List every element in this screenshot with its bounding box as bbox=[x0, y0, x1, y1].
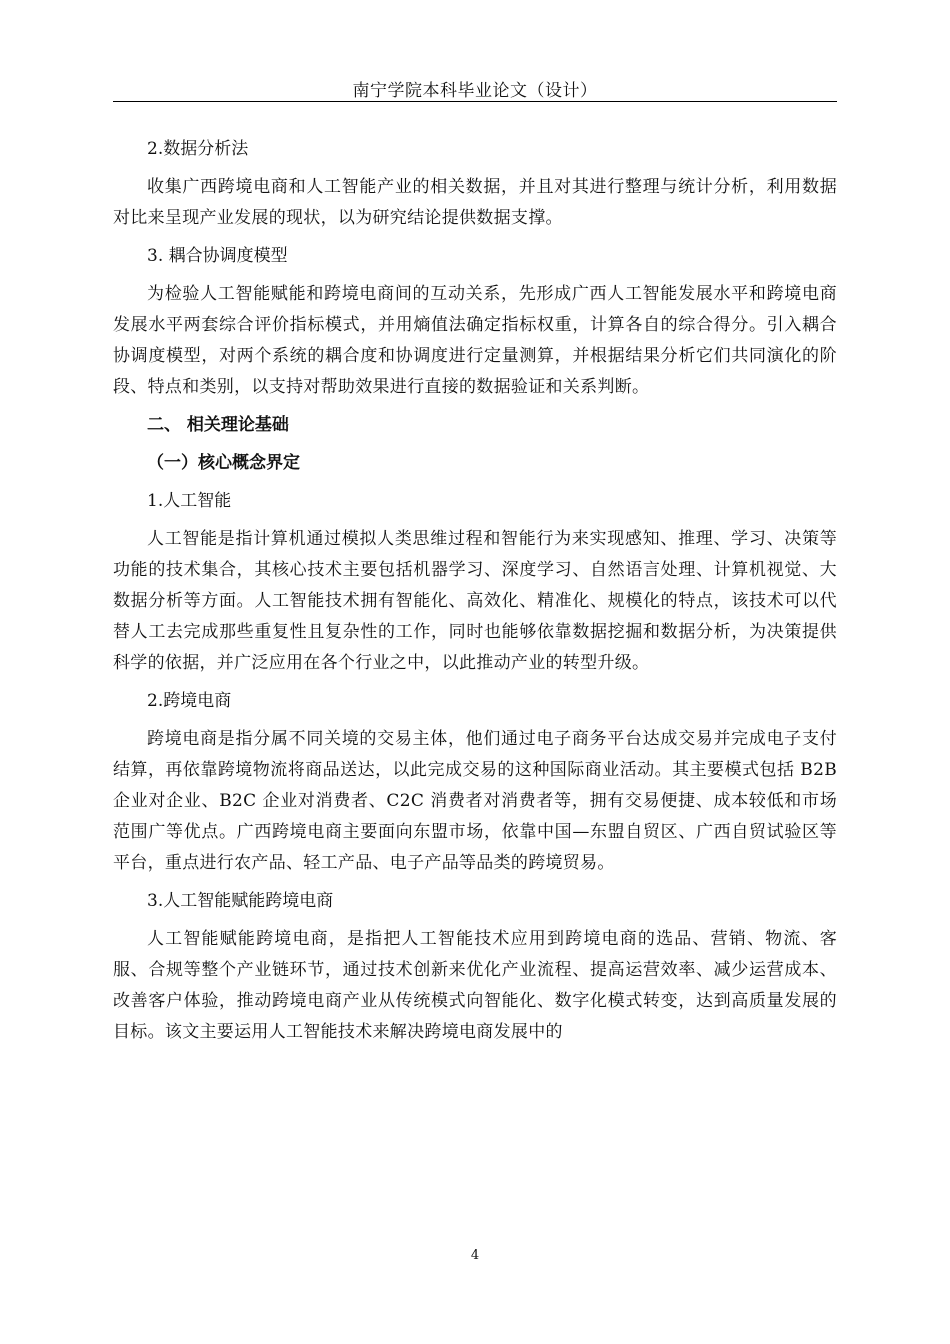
subsection-heading-core-concepts: （一）核心概念界定 bbox=[147, 453, 300, 473]
paragraph-data-analysis: 收集广西跨境电商和人工智能产业的相关数据，并且对其进行整理与统计分析，利用数据对比来呈现产业发展的现状，以为研究结论提供数据支撑。 bbox=[113, 177, 837, 228]
subheading-coupling-model: 3. 耦合协调度模型 bbox=[147, 246, 288, 266]
paragraph-ai: 人工智能是指计算机通过模拟人类思维过程和智能行为来实现感知、推理、学习、决策等功能的技术集合，其核心技术主要包括机器学习、深度学习、自然语言处理、计算机视觉、大数据分析等方面。人工智能技术拥有智能化、高效化、精准化、规模化的特点，该技术可以代替人工去完成那些重复性且复杂性的工作，同时也能够依靠数据挖掘和数据分析，为决策提供科学的依据，并广泛应用在各个行业之中，以此推动产业的转型升级。 bbox=[113, 529, 837, 673]
paragraph-cross-border-ecommerce: 跨境电商是指分属不同关境的交易主体，他们通过电子商务平台达成交易并完成电子支付结算，再依靠跨境物流将商品送达，以此完成交易的这种国际商业活动。其主要模式包括 B2B 企业对企业、B2C 企业对消费者、C2C 消费者对消费者等，拥有交易便捷、成本较低和市场范围广等优点。广西跨境电商主要面向东盟市场，依靠中国—东盟自贸区、广西自贸试验区等平台，重点进行农产品、轻工产品、电子产品等品类的跨境贸易。 bbox=[113, 729, 837, 873]
page-number: 4 bbox=[470, 1248, 480, 1263]
section-heading-theory: 二、 相关理论基础 bbox=[147, 415, 289, 435]
header-divider bbox=[113, 101, 837, 102]
subheading-ai-empowering-ecommerce: 3.人工智能赋能跨境电商 bbox=[147, 891, 334, 911]
subheading-data-analysis: 2.数据分析法 bbox=[147, 139, 249, 159]
paragraph-ai-empowering-ecommerce: 人工智能赋能跨境电商，是指把人工智能技术应用到跨境电商的选品、营销、物流、客服、合规等整个产业链环节，通过技术创新来优化产业流程、提高运营效率、减少运营成本、改善客户体验，推动跨境电商产业从传统模式向智能化、数字化模式转变，达到高质量发展的目标。该文主要运用人工智能技术来解决跨境电商发展中的 bbox=[113, 929, 837, 1042]
subheading-cross-border-ecommerce: 2.跨境电商 bbox=[147, 691, 232, 711]
subheading-ai: 1.人工智能 bbox=[147, 491, 232, 511]
paragraph-coupling-model: 为检验人工智能赋能和跨境电商间的互动关系，先形成广西人工智能发展水平和跨境电商发展水平两套综合评价指标模式，并用熵值法确定指标权重，计算各自的综合得分。引入耦合协调度模型，对两个系统的耦合度和协调度进行定量测算，并根据结果分析它们共同演化的阶段、特点和类别，以支持对帮助效果进行直接的数据验证和关系判断。 bbox=[113, 284, 837, 397]
page-header-title: 南宁学院本科毕业论文（设计） bbox=[352, 81, 598, 101]
document-body bbox=[113, 134, 837, 1048]
